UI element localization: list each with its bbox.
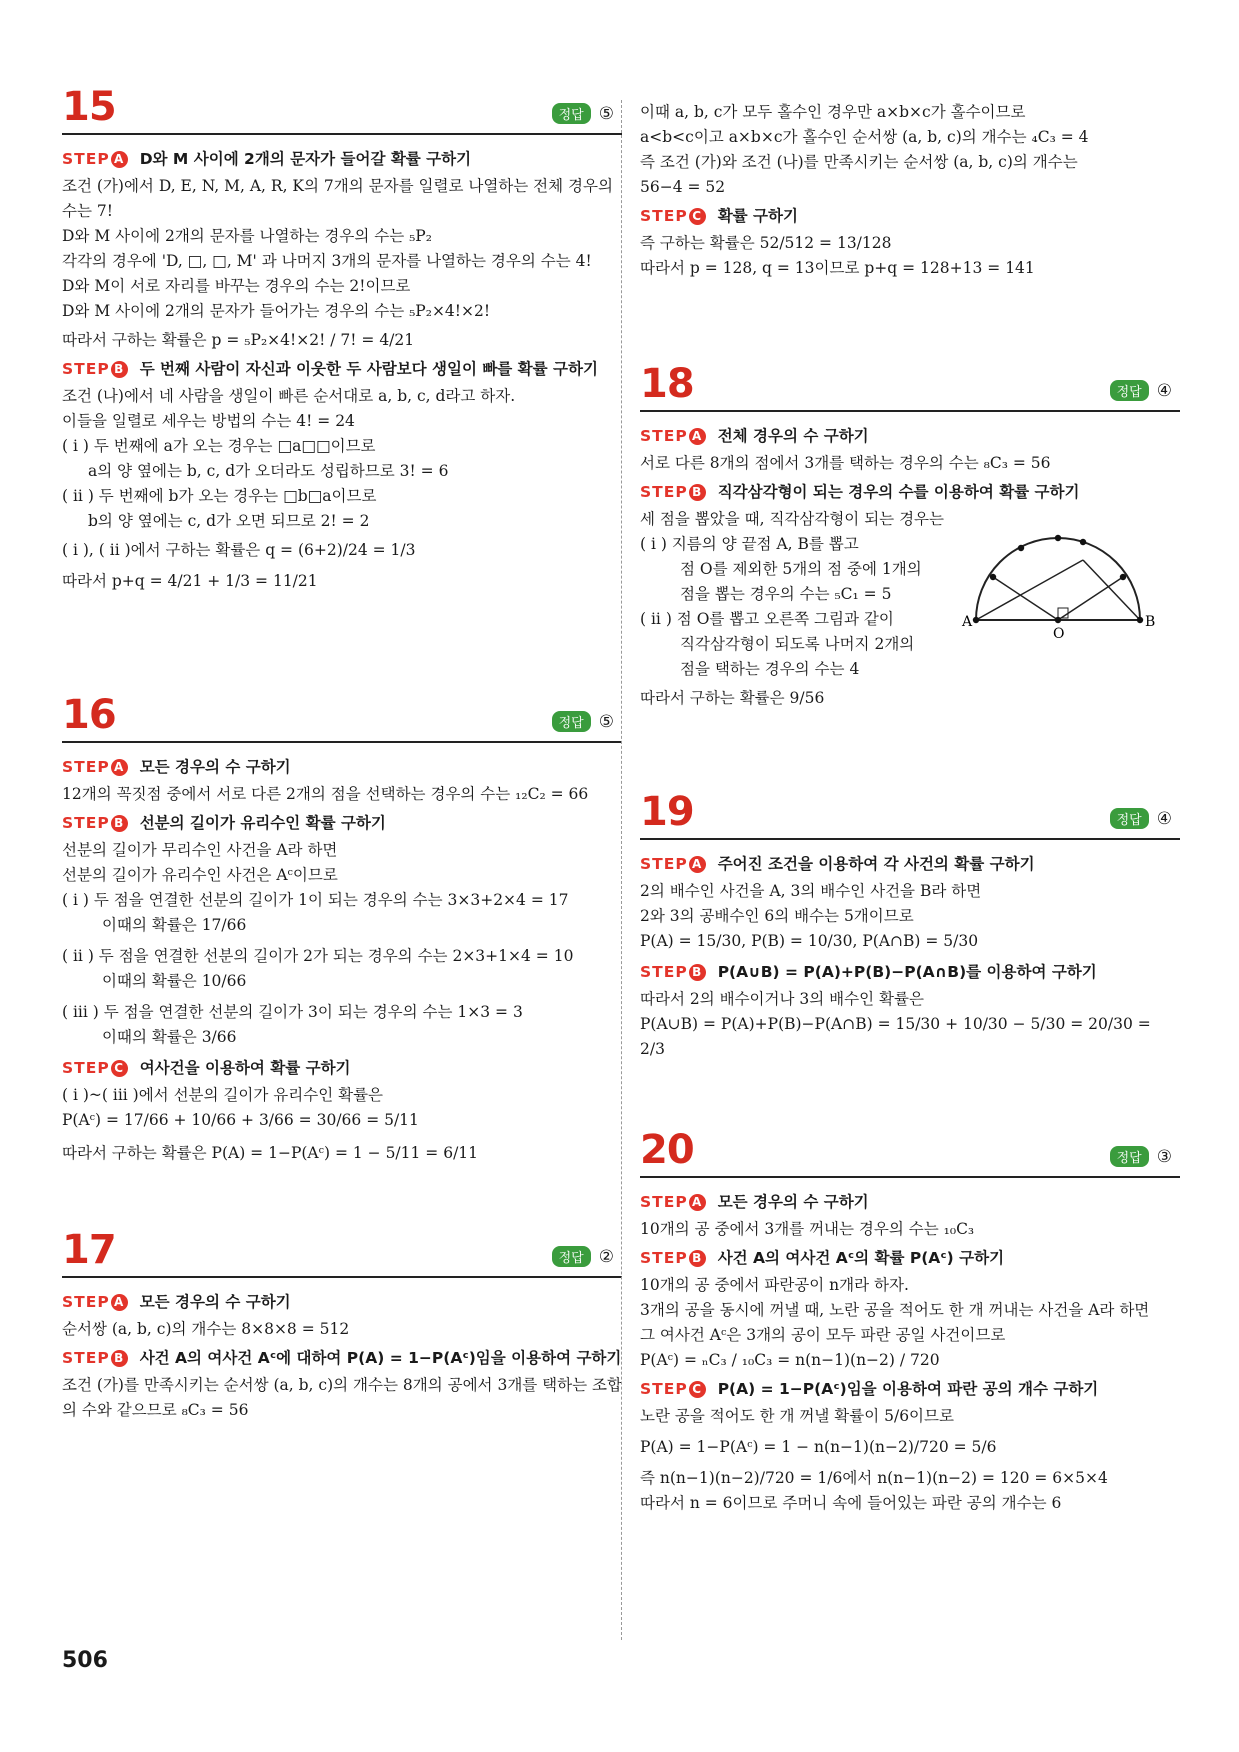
text-line: P(A) = 1−P(Aᶜ) = 1 − n(n−1)(n−2)/720 = 5/6 bbox=[640, 1438, 997, 1456]
solution-body bbox=[640, 100, 1180, 281]
text-line: ( i ) 지름의 양 끝점 A, B를 뽑고 bbox=[640, 535, 859, 553]
text-line: ( i ), ( ii )에서 구하는 확률은 q = (6+2)/24 = 1/3 bbox=[62, 541, 416, 559]
text-line: ( i )~( iii )에서 선분의 길이가 유리수인 확률은 bbox=[62, 1086, 384, 1104]
point-label-o: O bbox=[1053, 626, 1065, 642]
text-line: 즉 구하는 확률은 52/512 = 13/128 bbox=[640, 234, 892, 252]
text-line: 3개의 공을 동시에 꺼낼 때, 노란 공을 적어도 한 개 꺼내는 사건을 A라 하면 bbox=[640, 1301, 1150, 1319]
text-line: 따라서 p = 128, q = 13이므로 p+q = 128+13 = 141 bbox=[640, 259, 1035, 277]
step-header: STEP C 확률 구하기 bbox=[640, 207, 798, 225]
solution-body bbox=[62, 143, 622, 594]
text-line: 즉 조건 (가)와 조건 (나)를 만족시키는 순서쌍 (a, b, c)의 개수는 bbox=[640, 153, 1078, 171]
text-line: 순서쌍 (a, b, c)의 개수는 8×8×8 = 512 bbox=[62, 1320, 350, 1338]
text-line: ( ii ) 두 점을 연결한 선분의 길이가 2가 되는 경우의 수는 2×3+1×4 = 10 bbox=[62, 947, 574, 965]
text-line: P(Aᶜ) = 17/66 + 10/66 + 3/66 = 30/66 = 5/11 bbox=[62, 1111, 419, 1129]
solution-20 bbox=[640, 1128, 1180, 1648]
text-line: 따라서 p+q = 4/21 + 1/3 = 11/21 bbox=[62, 572, 318, 590]
text-line: 10개의 공 중에서 파란공이 n개라 하자. bbox=[640, 1276, 909, 1294]
page-number: 506 bbox=[62, 1648, 108, 1673]
text-line: P(A) = 15/30, P(B) = 10/30, P(A∩B) = 5/30 bbox=[640, 932, 979, 950]
text-line: ( i ) 두 번째에 a가 오는 경우는 □a□□이므로 bbox=[62, 437, 376, 455]
answer-badge: 정답 bbox=[552, 711, 591, 732]
answer-badge: 정답 bbox=[1110, 380, 1149, 401]
text-line: 세 점을 뽑았을 때, 직각삼각형이 되는 경우는 bbox=[640, 510, 945, 528]
answer-badge: 정답 bbox=[552, 103, 591, 124]
text-line: 이들을 일렬로 세우는 방법의 수는 4! = 24 bbox=[62, 412, 355, 430]
answer-badge: 정답 bbox=[552, 1246, 591, 1267]
problem-number: 17 bbox=[62, 1227, 116, 1273]
step-header: STEP B 직각삼각형이 되는 경우의 수를 이용하여 확률 구하기 bbox=[640, 483, 1080, 501]
solution-16 bbox=[62, 693, 622, 1163]
text-line: 56−4 = 52 bbox=[640, 178, 726, 196]
answer-box bbox=[1110, 808, 1172, 829]
text-line: ( ii ) 두 번째에 b가 오는 경우는 □b□a이므로 bbox=[62, 487, 377, 505]
answer-choice: ⑤ bbox=[598, 711, 614, 732]
text-line: P(A∪B) = P(A)+P(B)−P(A∩B) = 15/30 + 10/30 − 5/30 = 20/30 = 2/3 bbox=[640, 1015, 1151, 1058]
step-header: STEP B 사건 A의 여사건 Aᶜ에 대하여 P(A) = 1−P(Aᶜ)임을 이용하여 구하기 bbox=[62, 1349, 622, 1367]
answer-box bbox=[1110, 380, 1172, 401]
solution-body bbox=[640, 1186, 1180, 1516]
step-header: STEP A 전체 경우의 수 구하기 bbox=[640, 427, 869, 445]
text-line: 조건 (가)에서 D, E, N, M, A, R, K의 7개의 문자를 일렬로 나열하는 전체 경우의 수는 7! bbox=[62, 177, 613, 220]
text-line: 그 여사건 Aᶜ은 3개의 공이 모두 파란 공일 사건이므로 bbox=[640, 1326, 1006, 1344]
step-header: STEP B 선분의 길이가 유리수인 확률 구하기 bbox=[62, 814, 386, 832]
answer-badge: 정답 bbox=[1110, 1146, 1149, 1167]
text-line: 서로 다른 8개의 점에서 3개를 택하는 경우의 수는 ₈C₃ = 56 bbox=[640, 454, 1051, 472]
problem-number: 19 bbox=[640, 789, 694, 835]
step-header: STEP B 사건 A의 여사건 Aᶜ의 확률 P(Aᶜ) 구하기 bbox=[640, 1249, 1005, 1267]
text-line: D와 M이 서로 자리를 바꾸는 경우의 수는 2!이므로 bbox=[62, 277, 411, 295]
text-line: 노란 공을 적어도 한 개 꺼낼 확률이 5/6이므로 bbox=[640, 1407, 954, 1425]
answer-box bbox=[552, 103, 614, 124]
answer-choice: ④ bbox=[1156, 380, 1172, 401]
section-rule bbox=[62, 133, 622, 135]
answer-box bbox=[1110, 1146, 1172, 1167]
step-header: STEP A 주어진 조건을 이용하여 각 사건의 확률 구하기 bbox=[640, 855, 1035, 873]
text-line: 조건 (나)에서 네 사람을 생일이 빠른 순서대로 a, b, c, d라고 하자. bbox=[62, 387, 516, 405]
problem-number: 16 bbox=[62, 692, 116, 738]
text-line: ( iii ) 두 점을 연결한 선분의 길이가 3이 되는 경우의 수는 1×3 = 3 bbox=[62, 1003, 523, 1021]
solution-17 bbox=[62, 1228, 622, 1628]
text-line: 2의 배수인 사건을 A, 3의 배수인 사건을 B라 하면 bbox=[640, 882, 982, 900]
section-rule bbox=[62, 1276, 622, 1278]
step-header: STEP C P(A) = 1−P(Aᶜ)임을 이용하여 파란 공의 개수 구하기 bbox=[640, 1380, 1099, 1398]
text-line: 따라서 2의 배수이거나 3의 배수인 확률은 bbox=[640, 990, 924, 1008]
step-header: STEP A 모든 경우의 수 구하기 bbox=[62, 758, 291, 776]
semicircle-diagram bbox=[958, 522, 1158, 642]
text-line: 따라서 n = 6이므로 주머니 속에 들어있는 파란 공의 개수는 6 bbox=[640, 1494, 1062, 1512]
text-line: ( ii ) 점 O를 뽑고 오른쪽 그림과 같이 bbox=[640, 610, 894, 628]
text-line: 조건 (가)를 만족시키는 순서쌍 (a, b, c)의 개수는 8개의 공에서 3개를 택하는 조합의 수와 같으므로 ₈C₃ = 56 bbox=[62, 1376, 622, 1419]
problem-number: 18 bbox=[640, 361, 694, 407]
text-line: 점 O를 제외한 5개의 점 중에 1개의 bbox=[680, 560, 922, 578]
text-line: 선분의 길이가 유리수인 사건은 Aᶜ이므로 bbox=[62, 866, 338, 884]
answer-choice: ④ bbox=[1156, 808, 1172, 829]
text-line: b의 양 옆에는 c, d가 오면 되므로 2! = 2 bbox=[88, 512, 370, 530]
text-line: 따라서 구하는 확률은 p = ₅P₂×4!×2! / 7! = 4/21 bbox=[62, 331, 415, 349]
section-rule bbox=[62, 741, 622, 743]
text-line: 직각삼각형이 되도록 나머지 2개의 bbox=[680, 635, 915, 653]
text-line: P(Aᶜ) = ₙC₃ / ₁₀C₃ = n(n−1)(n−2) / 720 bbox=[640, 1351, 940, 1369]
solution-body bbox=[640, 848, 1180, 1062]
section-rule bbox=[640, 838, 1180, 840]
step-header: STEP A 모든 경우의 수 구하기 bbox=[640, 1193, 869, 1211]
text-line: ( i ) 두 점을 연결한 선분의 길이가 1이 되는 경우의 수는 3×3+2×4 = 17 bbox=[62, 891, 569, 909]
step-header: STEP A D와 M 사이에 2개의 문자가 들어갈 확률 구하기 bbox=[62, 150, 472, 168]
text-line: 이때의 확률은 17/66 bbox=[102, 916, 247, 934]
answer-choice: ⑤ bbox=[598, 103, 614, 124]
solution-body bbox=[62, 1286, 622, 1423]
text-line: 10개의 공 중에서 3개를 꺼내는 경우의 수는 ₁₀C₃ bbox=[640, 1220, 975, 1238]
text-line: D와 M 사이에 2개의 문자가 들어가는 경우의 수는 ₅P₂×4!×2! bbox=[62, 302, 491, 320]
text-line: D와 M 사이에 2개의 문자를 나열하는 경우의 수는 ₅P₂ bbox=[62, 227, 432, 245]
point-label-a: A bbox=[962, 614, 973, 630]
text-line: 따라서 구하는 확률은 P(A) = 1−P(Aᶜ) = 1 − 5/11 = 6/11 bbox=[62, 1144, 479, 1162]
text-line: 2와 3의 공배수인 6의 배수는 5개이므로 bbox=[640, 907, 914, 925]
solution-19 bbox=[640, 790, 1180, 1060]
text-line: 선분의 길이가 무리수인 사건을 A라 하면 bbox=[62, 841, 338, 859]
point-label-b: B bbox=[1145, 614, 1156, 630]
text-line: a의 양 옆에는 b, c, d가 오더라도 성립하므로 3! = 6 bbox=[88, 462, 449, 480]
text-line: 점을 택하는 경우의 수는 4 bbox=[680, 660, 860, 678]
step-header: STEP A 모든 경우의 수 구하기 bbox=[62, 1293, 291, 1311]
solution-18 bbox=[640, 362, 1180, 742]
answer-badge: 정답 bbox=[1110, 808, 1149, 829]
answer-box bbox=[552, 1246, 614, 1267]
section-rule bbox=[640, 1176, 1180, 1178]
solution-15 bbox=[62, 85, 622, 655]
text-line: 따라서 구하는 확률은 9/56 bbox=[640, 689, 825, 707]
answer-box bbox=[552, 711, 614, 732]
step-header: STEP C 여사건을 이용하여 확률 구하기 bbox=[62, 1059, 351, 1077]
problem-number: 20 bbox=[640, 1127, 694, 1173]
text-line: 이때 a, b, c가 모두 홀수인 경우만 a×b×c가 홀수이므로 bbox=[640, 103, 1026, 121]
text-line: a<b<c이고 a×b×c가 홀수인 순서쌍 (a, b, c)의 개수는 ₄C₃ = 4 bbox=[640, 128, 1089, 146]
text-line: 이때의 확률은 10/66 bbox=[102, 972, 247, 990]
text-line: 즉 n(n−1)(n−2)/720 = 1/6에서 n(n−1)(n−2) = 120 = 6×5×4 bbox=[640, 1469, 1108, 1487]
text-line: 점을 뽑는 경우의 수는 ₅C₁ = 5 bbox=[680, 585, 892, 603]
step-header: STEP B P(A∪B) = P(A)+P(B)−P(A∩B)를 이용하여 구하기 bbox=[640, 963, 1097, 981]
solution-17-continued bbox=[640, 100, 1180, 330]
answer-choice: ② bbox=[598, 1246, 614, 1267]
problem-number: 15 bbox=[62, 84, 116, 130]
answer-choice: ③ bbox=[1156, 1146, 1172, 1167]
text-line: 이때의 확률은 3/66 bbox=[102, 1028, 237, 1046]
column-divider bbox=[621, 100, 622, 1640]
step-header: STEP B 두 번째 사람이 자신과 이웃한 두 사람보다 생일이 빠를 확률 구하기 bbox=[62, 360, 598, 378]
section-rule bbox=[640, 410, 1180, 412]
text-line: 12개의 꼭짓점 중에서 서로 다른 2개의 점을 선택하는 경우의 수는 ₁₂C₂ = 66 bbox=[62, 785, 589, 803]
solution-body bbox=[62, 751, 622, 1166]
text-line: 각각의 경우에 'D, □, □, M' 과 나머지 3개의 문자를 나열하는 경우의 수는 4! bbox=[62, 252, 592, 270]
